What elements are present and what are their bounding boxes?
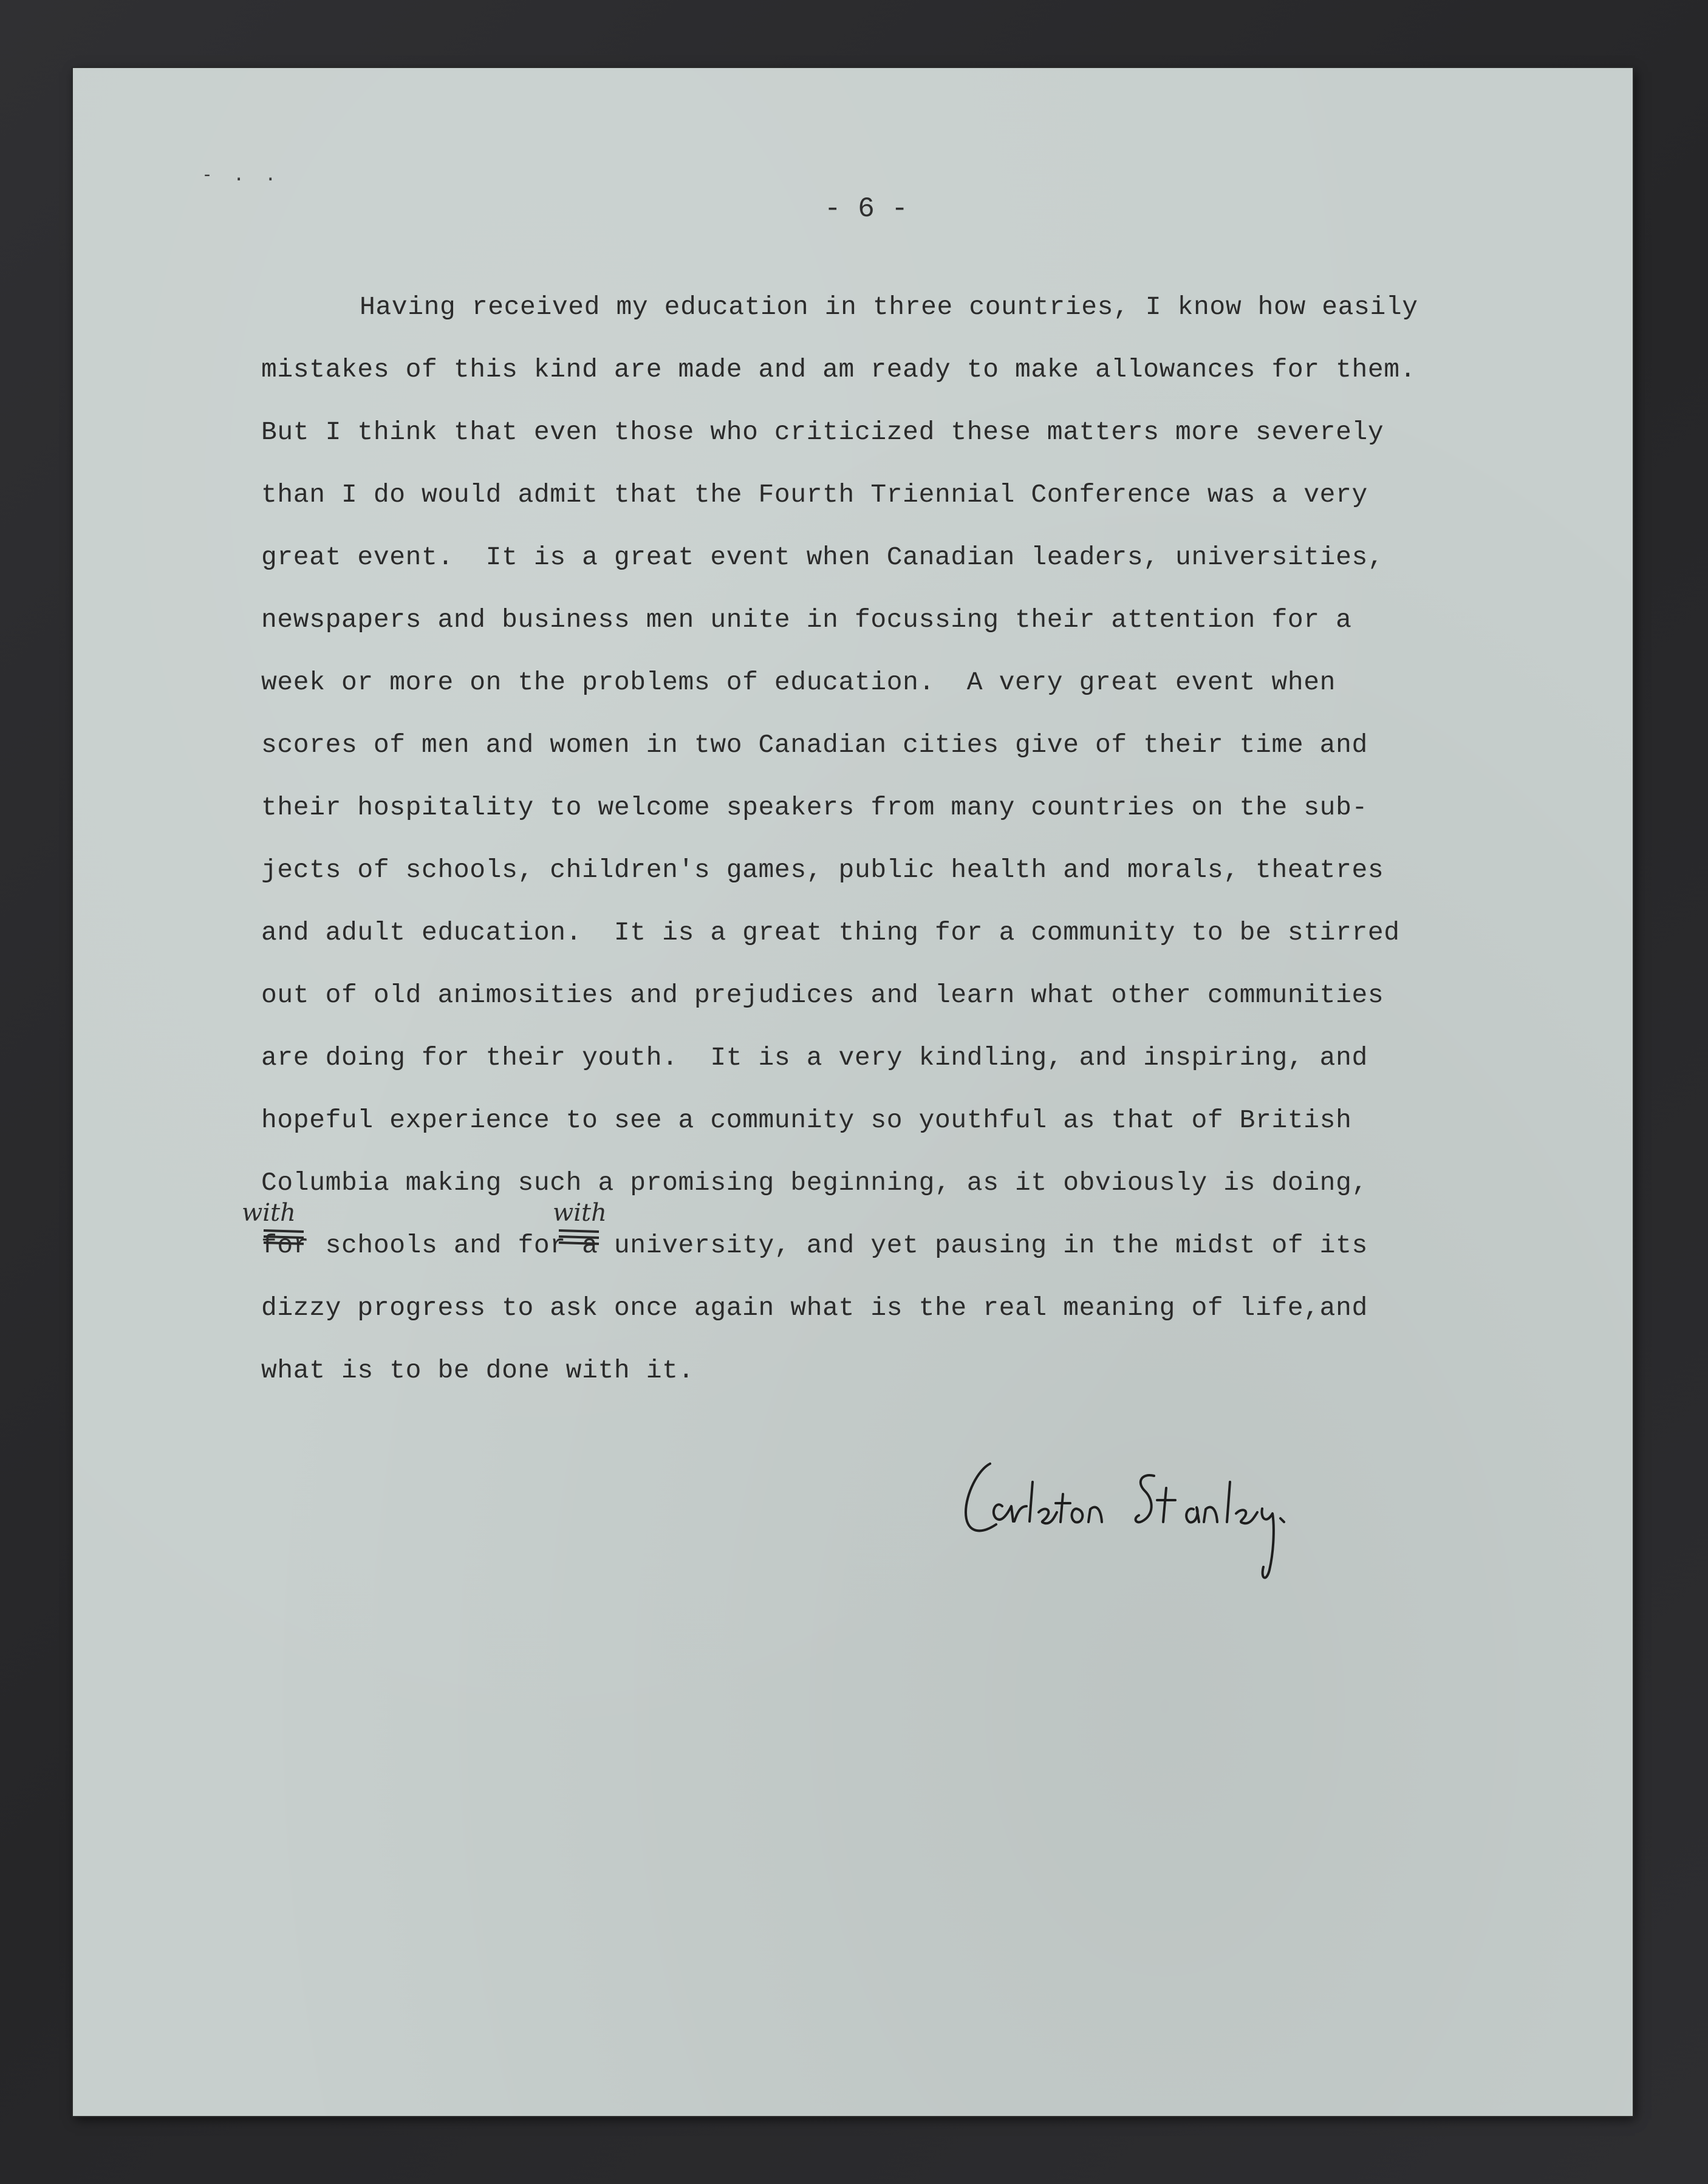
text-line: than I do would admit that the Fourth Triennial Conference was a very [261, 480, 1368, 510]
text-line: week or more on the problems of education. A very great event when [261, 667, 1336, 697]
text-line: scores of men and women in two Canadian cities give of their time and [261, 730, 1368, 760]
strikeout-mark [558, 1226, 600, 1250]
text-line: great event. It is a great event when Canadian leaders, universities, [261, 542, 1384, 572]
text-line: their hospitality to welcome speakers from many countries on the sub- [261, 793, 1368, 822]
strikeout-mark [262, 1226, 305, 1250]
letter-body [261, 283, 1597, 1409]
text-line: and adult education. It is a great thing for a community to be stirred [261, 918, 1400, 947]
text-line: jects of schools, children's games, public health and morals, theatres [261, 855, 1384, 885]
text-line: dizzy progress to ask once again what is the real meaning of life,and [261, 1293, 1368, 1323]
stray-marks: - . . [202, 164, 281, 185]
text-line: hopeful experience to see a community so youthful as that of British [261, 1105, 1352, 1135]
text-line: out of old animosities and prejudices and learn what other communities [261, 980, 1384, 1010]
text-line: what is to be done with it. [261, 1356, 694, 1385]
text-line: Having received my education in three countries, I know how easily [360, 292, 1418, 322]
page-number: - 6 - [824, 193, 909, 225]
handwritten-correction: with [553, 1199, 607, 1227]
text-line: newspapers and business men unite in focussing their attention for a [261, 605, 1352, 635]
text-line: for schools and for a university, and yet pausing in the midst of its [261, 1230, 1368, 1260]
text-line: Columbia making such a promising beginning, as it obviously is doing, [261, 1168, 1368, 1198]
text-line: are doing for their youth. It is a very kindling, and inspiring, and [261, 1043, 1368, 1073]
text-line: But I think that even those who criticized these matters more severely [261, 417, 1384, 447]
text-line: mistakes of this kind are made and am ready to make allowances for them. [261, 355, 1416, 384]
handwritten-correction: with [242, 1199, 296, 1227]
handwritten-signature [954, 1445, 1342, 1603]
